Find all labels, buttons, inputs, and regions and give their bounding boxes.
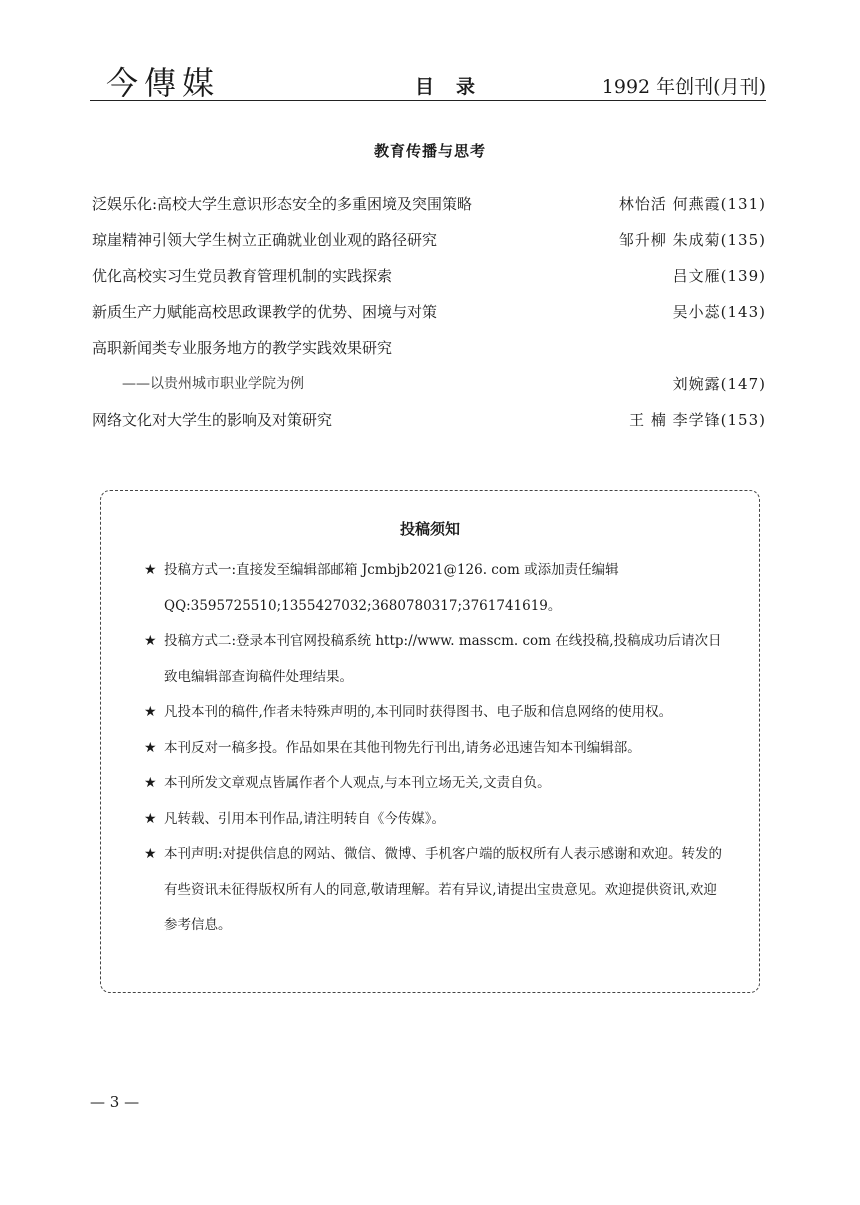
notice-item xyxy=(144,837,724,944)
notice-item-text: 凡投本刊的稿件,作者未特殊声明的,本刊同时获得图书、电子版和信息网络的使用权。 xyxy=(164,704,673,720)
header-founding-info: 1992 年创刊(月刊) xyxy=(601,76,766,98)
star-icon: ★ xyxy=(144,704,157,720)
star-icon: ★ xyxy=(144,562,157,578)
star-icon: ★ xyxy=(144,810,157,827)
notice-item-text: 本刊声明:对提供信息的网站、微信、微博、手机客户端的版权所有人表示感谢和欢迎。转发的有些资讯未征得版权所有人的同意,敬请理解。若有异议,请提出宝贵意见。欢迎提供资讯,欢迎参考信息。 xyxy=(164,846,723,933)
toc-entry[interactable] xyxy=(92,334,766,370)
page-header xyxy=(90,58,766,102)
toc-entry-authors: 吕文雁(139) xyxy=(672,267,766,285)
magazine-logo: 今傳媒 xyxy=(106,64,221,102)
notice-item-text: 本刊所发文章观点皆属作者个人观点,与本刊立场无关,文责自负。 xyxy=(164,775,551,791)
toc-entry-authors: 邹升柳 朱成菊(135) xyxy=(618,231,766,249)
page-number: — 3 — xyxy=(90,1093,140,1111)
header-title: 目录 xyxy=(415,76,498,98)
notice-item xyxy=(144,624,724,695)
header-rule xyxy=(90,100,766,101)
star-icon: ★ xyxy=(144,846,157,862)
toc-entry[interactable] xyxy=(92,406,766,442)
notice-item-text: 投稿方式一:直接发至编辑部邮箱 Jcmbjb2021@126. com 或添加责任编辑 QQ:3595725510;1355427032;3680780317;3761741619。 xyxy=(164,562,619,614)
notice-item xyxy=(144,731,724,767)
notice-item xyxy=(144,695,724,731)
submission-notice-box xyxy=(100,490,760,993)
toc-entry[interactable] xyxy=(92,190,766,226)
toc-entry-title: 网络文化对大学生的影响及对策研究 xyxy=(92,411,333,429)
toc-entry[interactable] xyxy=(92,298,766,334)
notice-title: 投稿须知 xyxy=(399,520,460,538)
toc-entry-authors: 王 楠 李学锋(153) xyxy=(629,411,766,429)
notice-item xyxy=(144,553,724,624)
toc-entry-authors: 林怡活 何燕霞(131) xyxy=(618,195,766,213)
star-icon: ★ xyxy=(144,739,157,756)
toc-entry-continuation[interactable] xyxy=(92,370,766,406)
toc-entry-title: 泛娱乐化:高校大学生意识形态安全的多重困境及突围策略 xyxy=(92,195,473,213)
toc-entry-subtitle: ——以贵州城市职业学院为例 xyxy=(122,376,304,392)
toc-entry-title: 新质生产力赋能高校思政课教学的优势、困境与对策 xyxy=(92,303,438,321)
toc-entry-title: 高职新闻类专业服务地方的教学实践效果研究 xyxy=(92,339,393,357)
section-title: 教育传播与思考 xyxy=(373,142,486,160)
notice-item-text: 本刊反对一稿多投。作品如果在其他刊物先行刊出,请务必迅速告知本刊编辑部。 xyxy=(164,739,641,756)
star-icon: ★ xyxy=(144,775,157,791)
star-icon: ★ xyxy=(144,633,157,649)
table-of-contents xyxy=(92,190,766,442)
toc-entry-authors: 刘婉露(147) xyxy=(672,375,766,393)
toc-entry[interactable] xyxy=(92,226,766,262)
notice-item xyxy=(144,802,724,838)
toc-entry-title: 琼崖精神引领大学生树立正确就业创业观的路径研究 xyxy=(92,231,438,249)
notice-item-text: 投稿方式二:登录本刊官网投稿系统 http://www. masscm. com 在线投稿,投稿成功后请次日致电编辑部查询稿件处理结果。 xyxy=(164,633,722,685)
toc-entry-title: 优化高校实习生党员教育管理机制的实践探索 xyxy=(92,267,393,285)
notice-item xyxy=(144,766,724,802)
notice-item-text: 凡转载、引用本刊作品,请注明转自《今传媒》。 xyxy=(164,810,446,827)
notice-list xyxy=(144,553,724,944)
toc-entry[interactable] xyxy=(92,262,766,298)
toc-entry-authors: 吴小蕊(143) xyxy=(672,303,766,321)
